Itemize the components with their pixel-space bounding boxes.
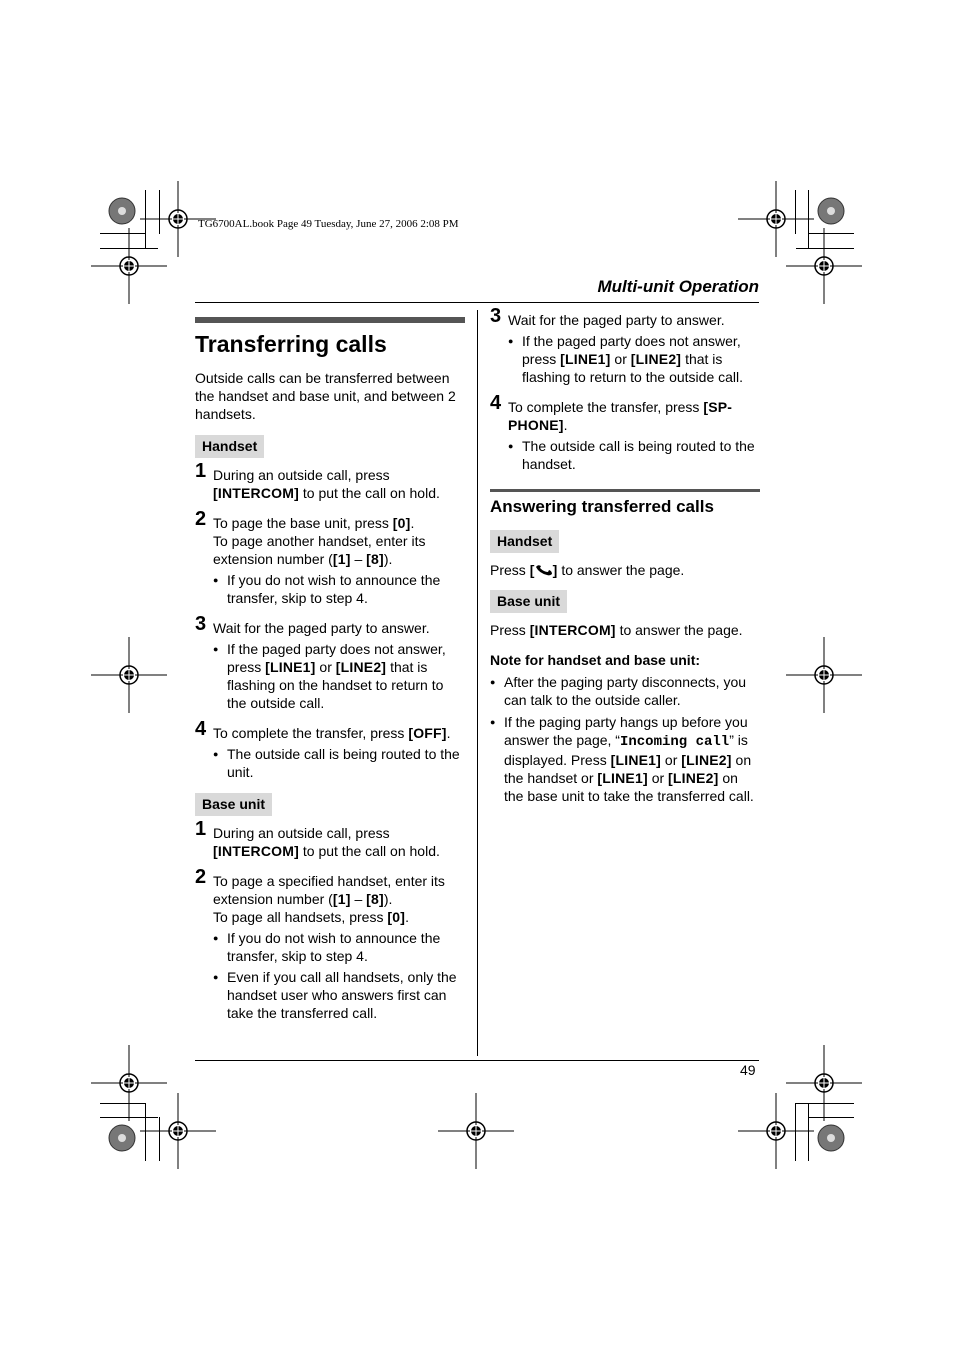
step-text: During an outside call, press: [213, 467, 390, 483]
intercom-key: [INTERCOM]: [529, 622, 616, 638]
title-bar: [195, 317, 465, 323]
left-column: [195, 317, 465, 1022]
step-number: 3: [195, 613, 207, 635]
handset-step-2: 2 To page the base unit, press [0]. To page another handset, enter its extension number ([1] – [8]). ● If you do not wish to announce the transfer, skip to step 4.: [195, 514, 465, 607]
note-text: or: [614, 351, 627, 367]
step-note: ● Even if you call all handsets, only the handset user who answers first can take the transferred call.: [213, 968, 465, 1022]
note-text: that is flashing on the handset to return to the outside call.: [227, 659, 444, 711]
note-item: ● After the paging party disconnects, you can talk to the outside caller.: [490, 673, 760, 709]
footer-rule: [195, 1060, 759, 1061]
answering-title: Answering transferred calls: [490, 497, 714, 516]
page-title: Transferring calls: [195, 331, 387, 357]
base-answer: [490, 621, 760, 639]
step-note: ● If you do not wish to announce the transfer, skip to step 4.: [213, 929, 465, 965]
step-note: [508, 332, 760, 386]
step-number: 1: [195, 460, 207, 482]
line2-key: [LINE2]: [335, 659, 387, 675]
step-text: During an outside call, press: [213, 825, 390, 841]
right-column: [490, 305, 760, 805]
line2-key: [LINE2]: [668, 770, 719, 786]
step-text: to put the call on hold.: [302, 843, 440, 859]
eight-key: [8]: [366, 891, 384, 907]
one-key: [1]: [332, 551, 351, 567]
step-number: 3: [490, 305, 502, 327]
note-text: or: [651, 770, 665, 786]
line2-key: [LINE2]: [681, 752, 732, 768]
step-note: ● The outside call is being routed to the handset.: [508, 437, 760, 473]
handset-step-1: [195, 460, 465, 502]
print-header: TG6700AL.book Page 49 Tuesday, June 27, 2006 2:08 PM: [198, 218, 459, 230]
one-key: [1]: [332, 891, 351, 907]
intro-text: Outside calls can be transferred between the handset and base unit, and between 2 handsets.: [195, 370, 456, 422]
display-message: Incoming call: [619, 734, 730, 750]
answer-text: to answer the page.: [619, 622, 743, 638]
sp-phone-key: [SP-PHONE]: [508, 399, 733, 433]
step-number: 4: [490, 392, 502, 414]
page-number: 49: [740, 1062, 756, 1078]
handset-label: Handset: [195, 435, 264, 458]
answer-text: Press: [490, 622, 526, 638]
note-text: on the handset or: [504, 752, 752, 786]
handset-answer: [490, 561, 760, 579]
handset-step-4-cont: 4 To complete the transfer, press [SP-PHONE]. ● The outside call is being routed to the handset.: [490, 398, 760, 473]
step-text: To page all handsets, press: [213, 909, 384, 925]
step-note: ● If you do not wish to announce the transfer, skip to step 4.: [213, 571, 465, 607]
base-unit-label: Base unit: [490, 590, 567, 613]
note-title: Note for handset and base unit:: [490, 652, 701, 668]
base-step-1: [195, 818, 465, 860]
handset-label: Handset: [490, 530, 559, 553]
talk-key: [ ]: [529, 562, 558, 578]
dash: –: [354, 551, 363, 567]
zero-key: [0]: [392, 515, 411, 531]
line1-key: [LINE1]: [597, 770, 648, 786]
subsection-bar: [490, 489, 760, 492]
handset-step-3-cont: [490, 305, 760, 386]
eight-key: [8]: [366, 551, 384, 567]
step-text: ).: [383, 551, 393, 567]
note-text: on the base unit to take the transferred call.: [504, 770, 754, 804]
zero-key: [0]: [387, 909, 406, 925]
header-rule: [195, 302, 759, 303]
step-number: 2: [195, 866, 207, 888]
step-note: ● The outside call is being routed to the unit.: [213, 745, 465, 781]
note-item: [490, 713, 760, 805]
line2-key: [LINE2]: [630, 351, 682, 367]
step-text: To page the base unit, press: [213, 515, 389, 531]
note-text: If the paged party does not answer, press: [227, 641, 446, 675]
step-number: 1: [195, 818, 207, 840]
note-text: ” is displayed. Press: [504, 732, 748, 768]
section-title: Multi-unit Operation: [597, 277, 759, 296]
intercom-key: [INTERCOM]: [213, 843, 299, 859]
step-text: Wait for the paged party to answer.: [508, 312, 725, 328]
base-unit-label: Base unit: [195, 793, 272, 816]
answer-text: to answer the page.: [561, 562, 685, 578]
note-text: or: [664, 752, 678, 768]
step-text: to put the call on hold.: [302, 485, 440, 501]
off-key: [OFF]: [408, 725, 447, 741]
answer-text: Press: [490, 562, 526, 578]
step-number: 2: [195, 508, 207, 530]
step-text: ).: [383, 891, 393, 907]
base-step-2: 2 To page a specified handset, enter its extension number ([1] – [8]). To page all handsets, press [0]. ● If you do not wish to announce the transfer, skip to step 4. ● Even if you call all handsets, only the handset user who answers first can take the transferred call.: [195, 872, 465, 1022]
note-text: If the paging party hangs up before you answer the page, “: [504, 714, 748, 748]
step-note: [213, 640, 465, 712]
note-text: that is flashing to return to the outside call.: [522, 351, 744, 385]
intercom-key: [INTERCOM]: [213, 485, 299, 501]
note-text: If the paged party does not answer, press: [522, 333, 741, 367]
step-text: Wait for the paged party to answer.: [213, 620, 430, 636]
line1-key: [LINE1]: [610, 752, 662, 768]
step-text: To page a specified handset, enter its extension number (: [213, 873, 445, 907]
step-text: To complete the transfer, press: [213, 725, 405, 741]
phone-icon: [535, 564, 553, 576]
step-number: 4: [195, 718, 207, 740]
handset-step-3: [195, 613, 465, 712]
note-text: or: [319, 659, 332, 675]
line1-key: [LINE1]: [560, 351, 611, 367]
dash: –: [354, 891, 363, 907]
line1-key: [LINE1]: [265, 659, 316, 675]
step-text: To page another handset, enter its extension number (: [213, 533, 426, 567]
column-divider: [477, 310, 478, 1056]
step-text: To complete the transfer, press: [508, 399, 700, 415]
handset-step-4: 4 To complete the transfer, press [OFF]. ● The outside call is being routed to the unit.: [195, 724, 465, 781]
